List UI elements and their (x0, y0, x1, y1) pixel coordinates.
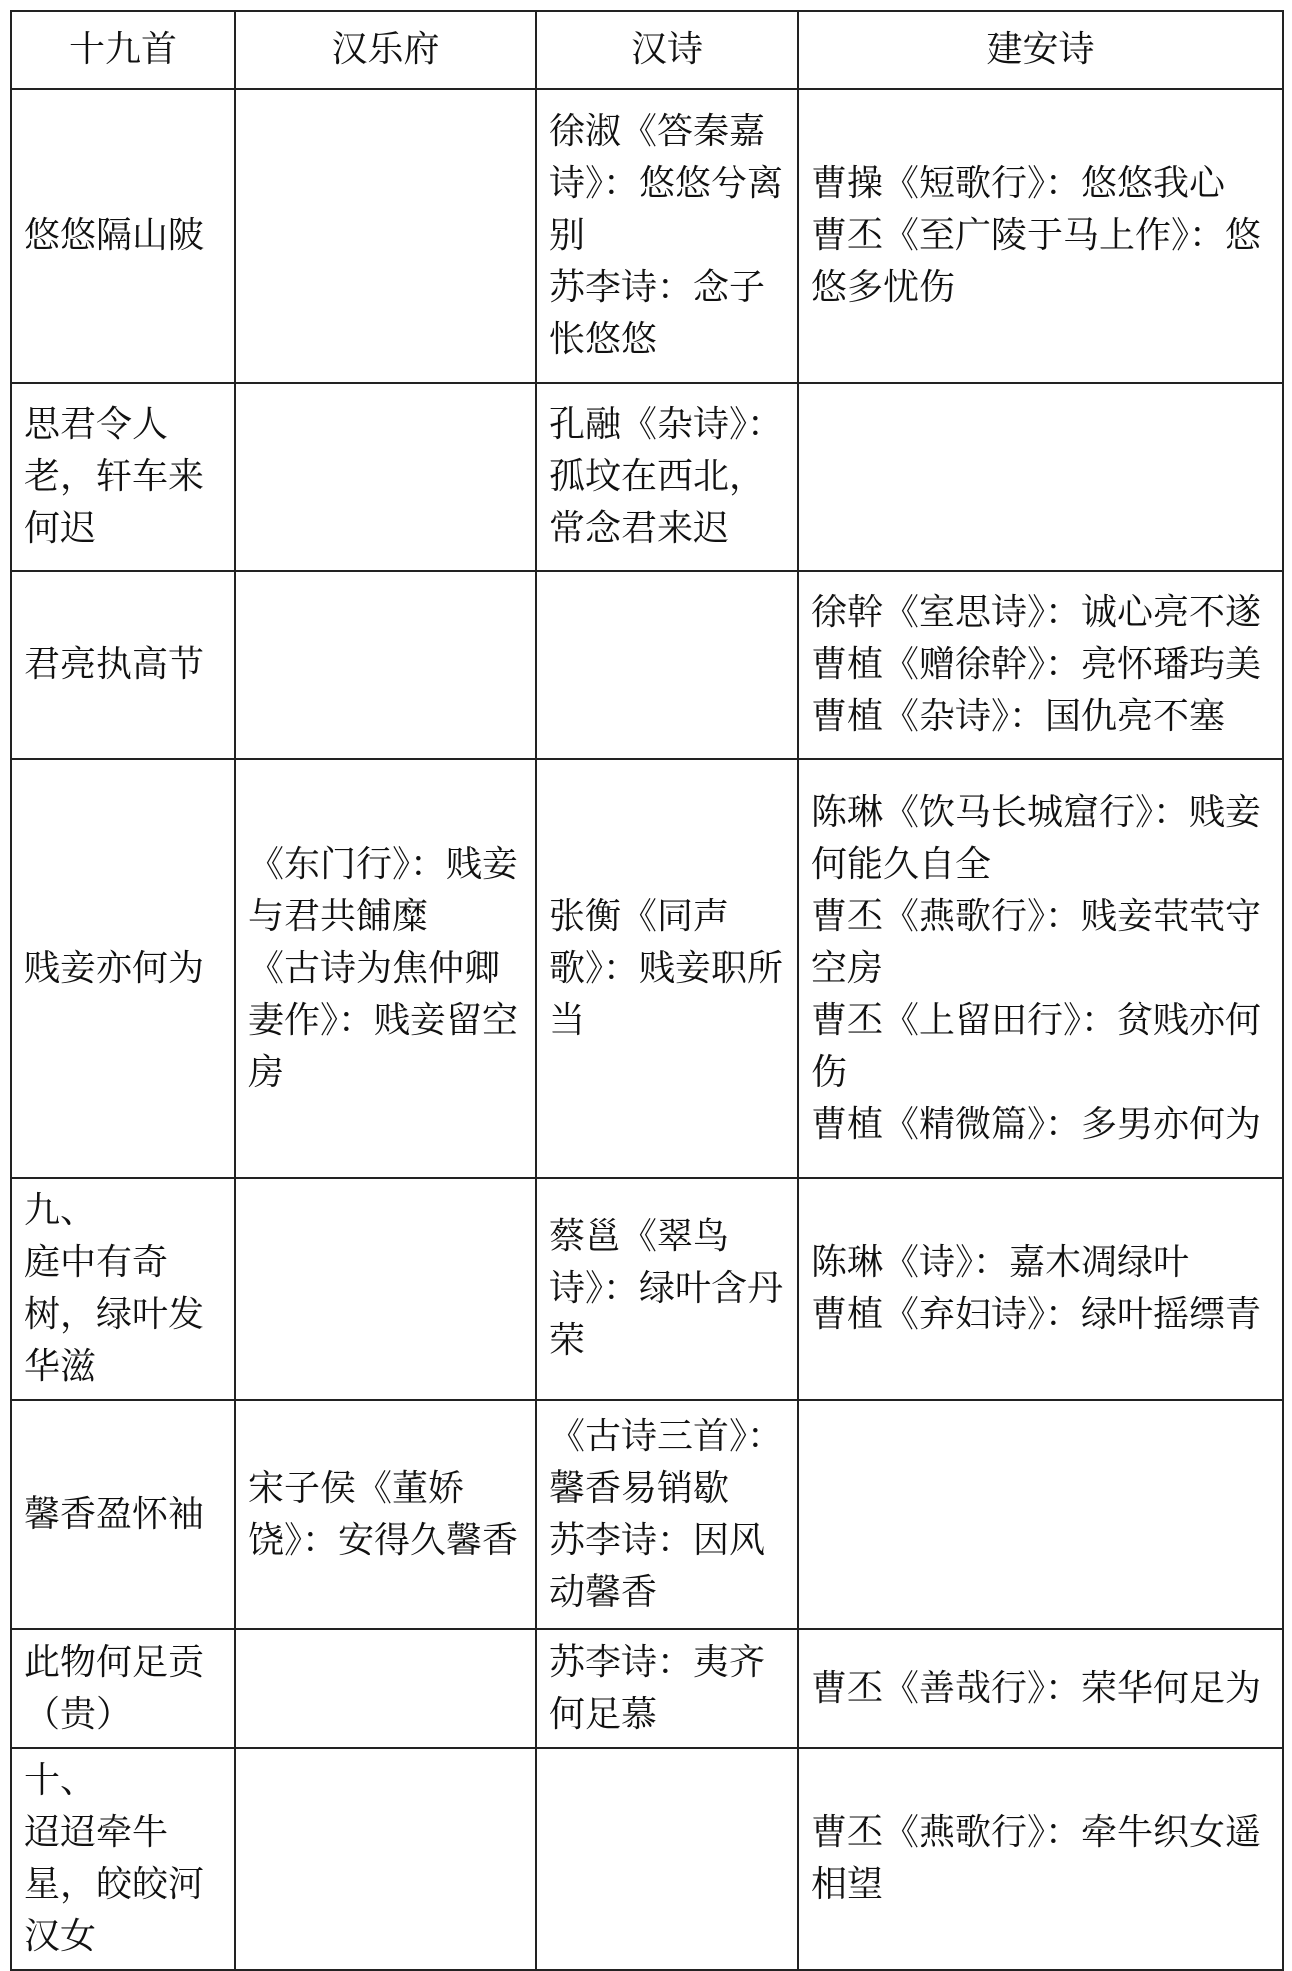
cell-text-line: 庭中有奇树，绿叶发华滋 (24, 1242, 205, 1387)
cell-text-line: 曹丕《善哉行》：荣华何足为 (811, 1667, 1262, 1709)
cell-text-line: 悠悠隔山陂 (24, 215, 205, 256)
shijiushou-cell (11, 759, 235, 1178)
cell-text-line: 苏李诗：念子怅悠悠 (549, 267, 766, 360)
cell-text-line: 张衡《同声歌》：贱妾职所当 (549, 895, 784, 1041)
jiananshi-cell (798, 89, 1283, 383)
cell-text-line: 《东门行》：贱妾与君共餔糜 (248, 843, 519, 937)
hanyuefu-cell (235, 759, 536, 1178)
shijiushou-cell (11, 383, 235, 571)
hanshi-cell (536, 1178, 798, 1400)
hanyuefu-cell (235, 1178, 536, 1400)
shijiushou-cell (11, 1178, 235, 1400)
cell-text-line: 曹丕《上留田行》：贫贱亦何伤 (811, 999, 1262, 1093)
cell-text-line: 思君令人老，轩车来何迟 (24, 404, 205, 549)
jiananshi-cell (798, 1178, 1283, 1400)
jiananshi-cell (798, 383, 1283, 571)
shijiushou-cell (11, 1400, 235, 1629)
cell-text-line: 徐幹《室思诗》：诚心亮不遂 (811, 592, 1262, 633)
cell-text-line: 苏李诗：因风动馨香 (549, 1519, 766, 1613)
cell-text-line: 曹丕《燕歌行》：贱妾茕茕守空房 (811, 895, 1262, 989)
cell-text-line: 蔡邕《翠鸟诗》：绿叶含丹荣 (549, 1216, 784, 1361)
table-row (11, 571, 1283, 759)
hanyuefu-cell (235, 383, 536, 571)
hanshi-cell (536, 1629, 798, 1748)
comparison-table (10, 10, 1284, 1971)
cell-text-line: 九、 (24, 1190, 97, 1231)
shijiushou-cell (11, 571, 235, 759)
cell-text-line: 《古诗为焦仲卿妻作》：贱妾留空房 (248, 947, 519, 1093)
hanshi-cell (536, 1400, 798, 1629)
shijiushou-cell (11, 89, 235, 383)
table-row (11, 1400, 1283, 1629)
cell-text-line: 十、 (24, 1760, 97, 1801)
cell-text-line: 曹植《弃妇诗》：绿叶摇缥青 (811, 1294, 1262, 1335)
hanshi-cell (536, 759, 798, 1178)
cell-text-line: 曹植《赠徐幹》：亮怀璠玙美 (811, 644, 1262, 685)
hanyuefu-cell (235, 89, 536, 383)
cell-text-line: 陈琳《饮马长城窟行》：贱妾何能久自全 (811, 791, 1262, 885)
hanyuefu-cell (235, 1748, 536, 1970)
cell-text-line: 迢迢牵牛星，皎皎河汉女 (24, 1812, 205, 1957)
cell-text-line: 曹丕《燕歌行》：牵牛织女遥相望 (811, 1812, 1262, 1905)
header-cell-jiananshi: 建安诗 (798, 11, 1283, 89)
jiananshi-cell (798, 571, 1283, 759)
table-body (11, 89, 1283, 1970)
hanyuefu-cell (235, 1629, 536, 1748)
cell-text-line: 苏李诗：夷齐何足慕 (549, 1641, 766, 1735)
header-cell-shijiushou: 十九首 (11, 11, 235, 89)
cell-text-line: 曹丕《至广陵于马上作》：悠悠多忧伤 (811, 215, 1262, 308)
cell-text-line: 曹植《杂诗》：国仇亮不塞 (811, 696, 1226, 737)
cell-text-line: 徐淑《答秦嘉诗》：悠悠兮离别 (549, 111, 784, 256)
table-row (11, 383, 1283, 571)
header-row (11, 11, 1283, 89)
header-cell-hanshi: 汉诗 (536, 11, 798, 89)
shijiushou-cell (11, 1748, 235, 1970)
cell-text-line: 君亮执高节 (24, 644, 205, 685)
cell-text-line: 宋子侯《董娇饶》：安得久馨香 (248, 1467, 519, 1561)
jiananshi-cell (798, 759, 1283, 1178)
hanyuefu-cell (235, 1400, 536, 1629)
table-row (11, 1178, 1283, 1400)
hanshi-cell (536, 383, 798, 571)
table-row (11, 1748, 1283, 1970)
cell-text-line: 陈琳《诗》：嘉木凋绿叶 (811, 1242, 1190, 1283)
table-row (11, 1629, 1283, 1748)
hanshi-cell (536, 1748, 798, 1970)
cell-text-line: 贱妾亦何为 (24, 947, 205, 989)
cell-text-line: 此物何足贡（贵） (24, 1641, 205, 1735)
cell-text-line: 孔融《杂诗》：孤坟在西北，常念君来迟 (549, 404, 784, 549)
hanyuefu-cell (235, 571, 536, 759)
hanshi-cell (536, 89, 798, 383)
cell-text-line: 《古诗三首》：馨香易销歇 (549, 1415, 784, 1509)
jiananshi-cell (798, 1629, 1283, 1748)
jiananshi-cell (798, 1748, 1283, 1970)
hanshi-cell (536, 571, 798, 759)
cell-text-line: 曹植《精微篇》：多男亦何为 (811, 1103, 1262, 1145)
cell-text-line: 馨香盈怀袖 (24, 1493, 205, 1535)
shijiushou-cell (11, 1629, 235, 1748)
header-cell-hanyuefu: 汉乐府 (235, 11, 536, 89)
jiananshi-cell (798, 1400, 1283, 1629)
table-row (11, 759, 1283, 1178)
cell-text-line: 曹操《短歌行》：悠悠我心 (811, 163, 1226, 204)
table-row (11, 89, 1283, 383)
